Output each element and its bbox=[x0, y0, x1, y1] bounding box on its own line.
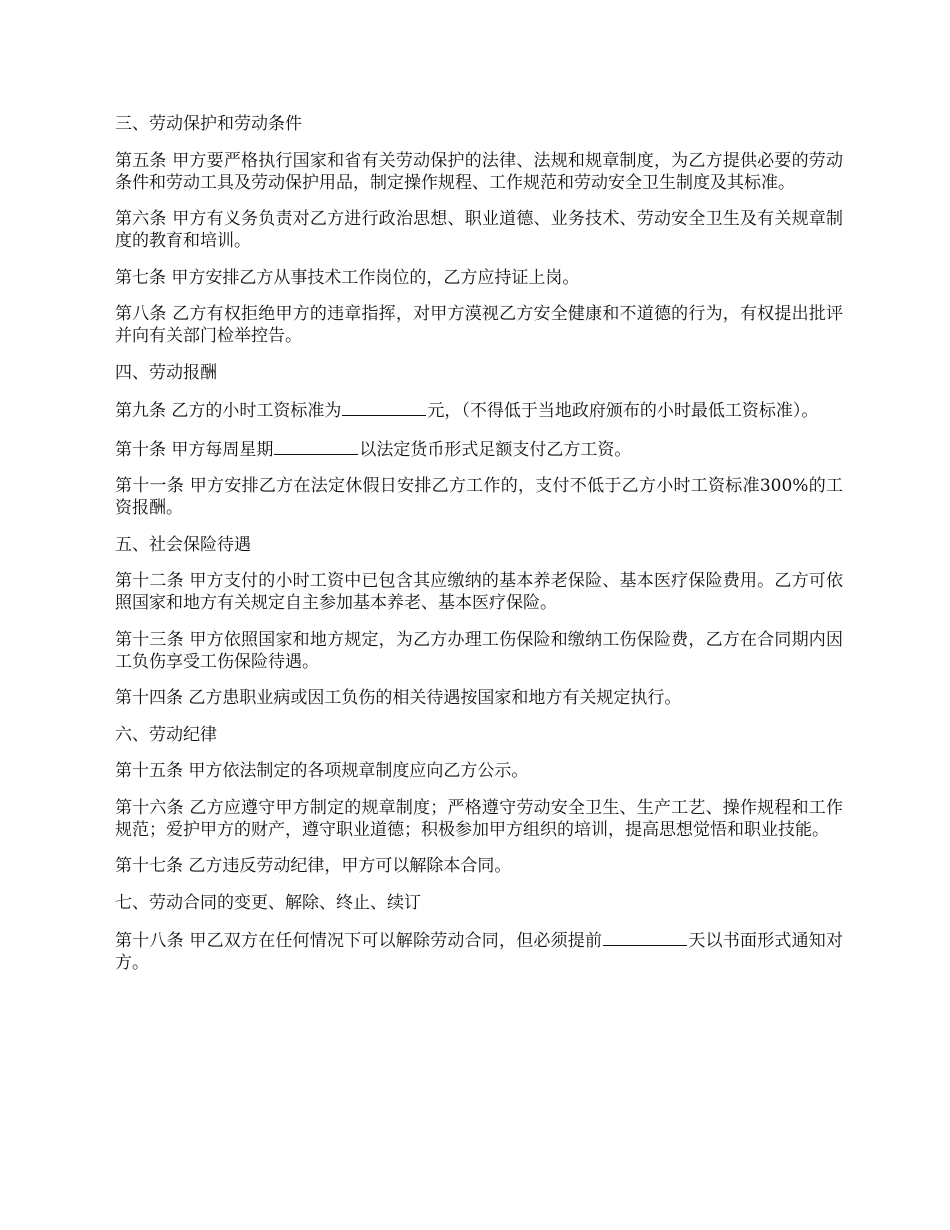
article-18-text-b: 天以书面形式通知对方。 bbox=[115, 931, 844, 973]
section-heading-4: 四、劳动报酬 bbox=[115, 362, 217, 383]
article-12: 第十二条 甲方支付的小时工资中已包含其应缴纳的基本养老保险、基本医疗保险费用。乙方可依照国家和地方有关规定自主参加基本养老、基本医疗保险。 bbox=[115, 571, 843, 613]
notice-days-blank[interactable] bbox=[603, 928, 687, 946]
section-heading-3: 三、劳动保护和劳动条件 bbox=[115, 114, 302, 134]
article-14: 第十四条 乙方患职业病或因工负伤的相关待遇按国家和地方有关规定执行。 bbox=[115, 688, 682, 708]
article-15: 第十五条 甲方依法制定的各项规章制度应向乙方公示。 bbox=[115, 761, 529, 781]
article-17: 第十七条 乙方违反劳动纪律，甲方可以解除本合同。 bbox=[115, 856, 512, 876]
article-13: 第十三条 甲方依照国家和地方规定，为乙方办理工伤保险和缴纳工伤保险费，乙方在合同期内因工负伤享受工伤保险待遇。 bbox=[115, 629, 843, 672]
section-heading-6: 六、劳动纪律 bbox=[115, 724, 217, 745]
section-heading-5: 五、社会保险待遇 bbox=[115, 534, 251, 555]
article-9-text-b: 元，（不得低于当地政府颁布的小时最低工资标准）。 bbox=[427, 401, 819, 421]
payday-blank[interactable] bbox=[274, 437, 358, 455]
article-10-text-b: 以法定货币形式足额支付乙方工资。 bbox=[359, 439, 632, 460]
article-16: 第十六条 乙方应遵守甲方制定的规章制度；严格遵守劳动安全卫生、生产工艺、操作规程和工作规范；爱护甲方的财产，遵守职业道德；积极参加甲方组织的培训，提高思想觉悟和职业技能。 bbox=[115, 797, 843, 840]
article-18 bbox=[115, 928, 843, 974]
article-7: 第七条 甲方安排乙方从事技术工作岗位的，乙方应持证上岗。 bbox=[115, 267, 580, 288]
section-heading-7: 七、劳动合同的变更、解除、终止、续订 bbox=[115, 892, 421, 913]
article-8: 第八条 乙方有权拒绝甲方的违章指挥，对甲方漠视乙方安全健康和不道德的行为，有权提出批评并向有关部门检举控告。 bbox=[115, 304, 843, 346]
article-10-text-a: 第十条 甲方每周星期 bbox=[115, 439, 274, 460]
article-9-text-a: 第九条 乙方的小时工资标准为 bbox=[115, 401, 342, 421]
article-10 bbox=[115, 437, 843, 461]
article-6: 第六条 甲方有义务负责对乙方进行政治思想、职业道德、业务技术、劳动安全卫生及有关规章制度的教育和培训。 bbox=[115, 209, 843, 251]
article-5: 第五条 甲方要严格执行国家和省有关劳动保护的法律、法规和规章制度，为乙方提供必要的劳动条件和劳动工具及劳动保护用品，制定操作规程、工作规范和劳动安全卫生制度及其标准。 bbox=[115, 150, 843, 193]
article-11: 第十一条 甲方安排乙方在法定休假日安排乙方工作的，支付不低于乙方小时工资标准300%的工资报酬。 bbox=[115, 476, 843, 518]
hourly-wage-blank[interactable] bbox=[342, 398, 426, 416]
article-9 bbox=[115, 398, 843, 422]
article-18-text-a: 第十八条 甲乙双方在任何情况下可以解除劳动合同，但必须提前 bbox=[115, 931, 603, 951]
document-body bbox=[115, 113, 843, 989]
